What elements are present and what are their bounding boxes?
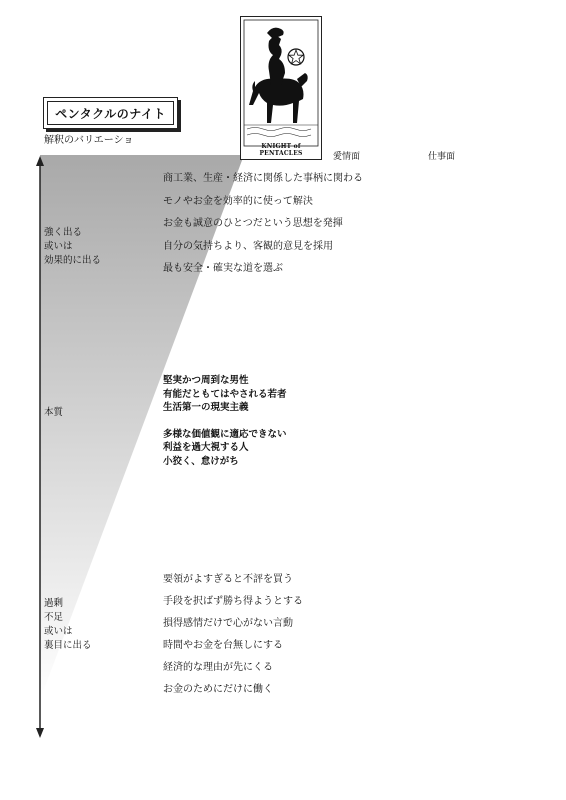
list-item: モノやお金を効率的に使って解決 bbox=[163, 195, 313, 207]
list-item: 利益を過大視する人 bbox=[163, 442, 249, 453]
tarot-card-image bbox=[240, 16, 322, 160]
list-item: 手段を択ばず勝ち得ようとする bbox=[163, 596, 303, 607]
label-strong-line: 或いは bbox=[44, 241, 73, 252]
label-essence: 本質 bbox=[44, 407, 64, 418]
column-header-work: 仕事面 bbox=[428, 152, 456, 162]
label-excess-line: 過剰 bbox=[44, 598, 64, 609]
list-item: 要領がよすぎると不評を買う bbox=[163, 574, 293, 585]
list-item: お金も誠意のひとつだという思想を発揮 bbox=[163, 218, 343, 229]
list-item: 商工業、生産・経済に関係した事柄に関わる bbox=[163, 173, 363, 184]
list-item: お金のためにだけに働く bbox=[163, 684, 273, 695]
list-item: 経済的な理由が先にくる bbox=[163, 662, 273, 673]
list-item: 有能だともてはやされる若者 bbox=[163, 388, 287, 400]
page-title: ペンタクルのナイト bbox=[47, 101, 174, 125]
label-strong bbox=[44, 226, 101, 268]
list-item: 最も安全・確実な道を選ぶ bbox=[163, 263, 283, 274]
list-item: 多様な価値観に適応できない bbox=[163, 428, 287, 440]
label-strong-line: 効果的に出る bbox=[44, 255, 102, 266]
excess-items-list bbox=[163, 573, 303, 705]
title-box bbox=[43, 97, 178, 129]
list-item: 損得感情だけで心がない言動 bbox=[163, 618, 293, 629]
label-excess-line: 不足 bbox=[44, 612, 64, 623]
arrow-down-icon bbox=[36, 728, 44, 738]
list-item: 生活第一の現実主義 bbox=[163, 402, 249, 413]
list-item: 小狡く、怠けがち bbox=[163, 455, 239, 467]
list-item: 自分の気持ちより、客観的意見を採用 bbox=[163, 240, 333, 252]
label-excess-line: 裏目に出る bbox=[44, 640, 92, 651]
label-excess-line: 或いは bbox=[44, 626, 73, 637]
knight-on-horse-icon bbox=[241, 17, 321, 159]
essence-items-list bbox=[163, 374, 287, 468]
label-excess bbox=[44, 597, 92, 653]
card-caption: KNIGHT of PENTACLES bbox=[259, 143, 303, 157]
list-item: 堅実かつ周到な男性 bbox=[163, 375, 249, 386]
strong-items-list bbox=[163, 172, 363, 285]
label-strong-line: 強く出る bbox=[44, 227, 83, 238]
list-item: 時間やお金を台無しにする bbox=[163, 640, 283, 651]
subtitle: 解釈のバリエーショ bbox=[44, 135, 134, 146]
column-header-love: 愛情面 bbox=[333, 152, 361, 162]
